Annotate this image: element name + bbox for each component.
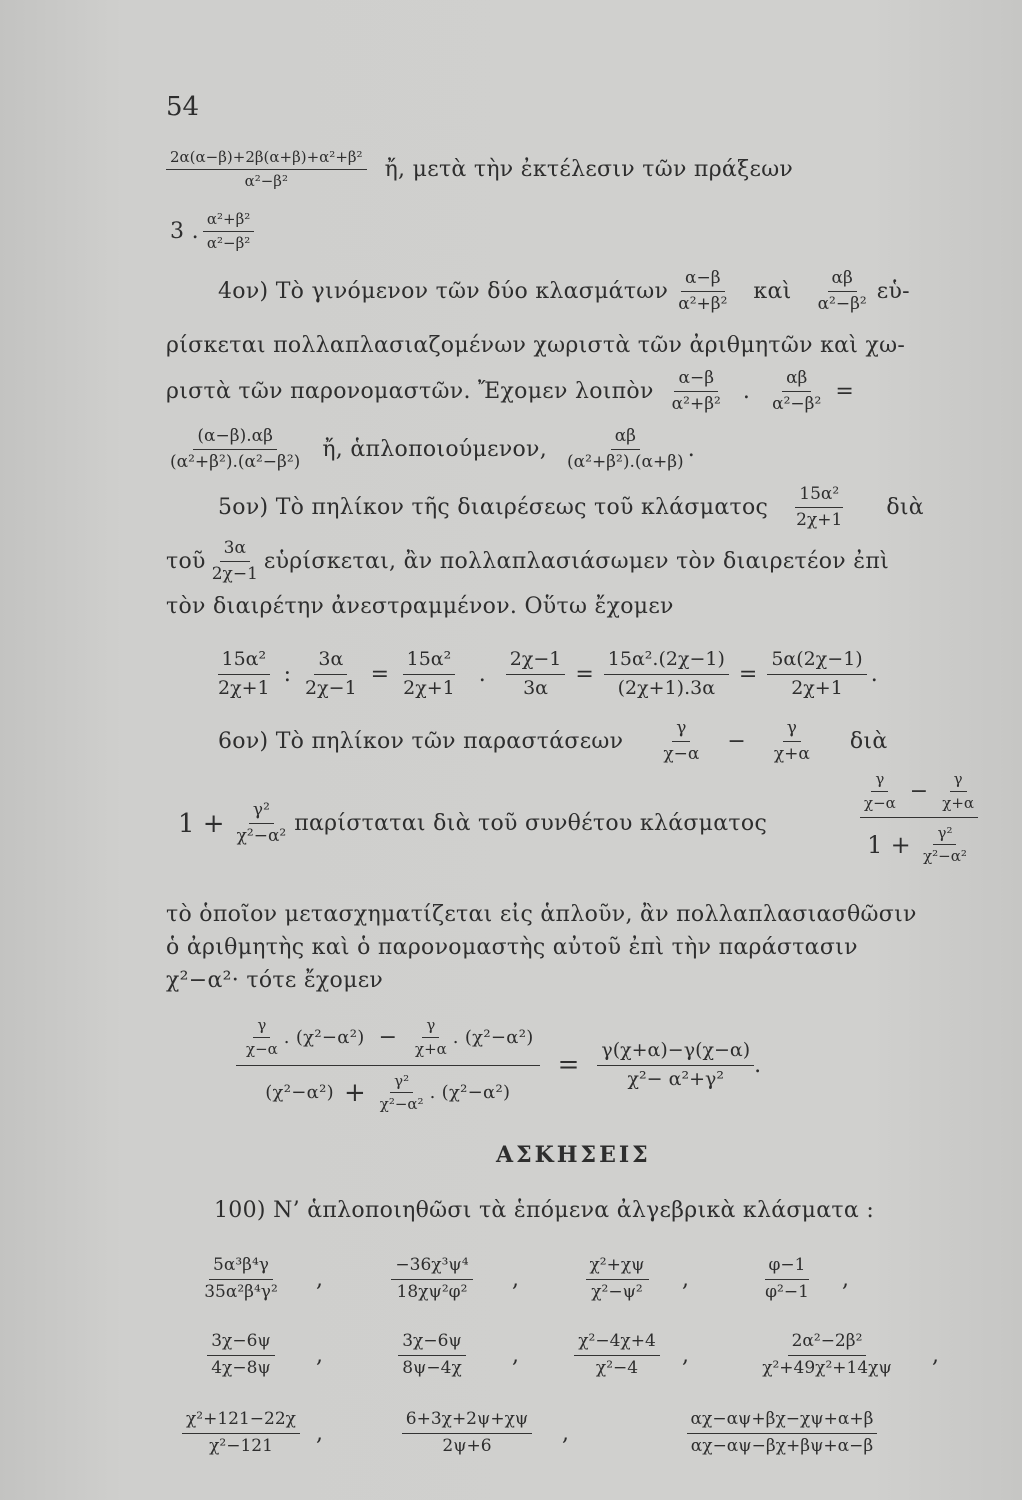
exercises-heading: ΑΣΚΗΣΕΙΣ: [496, 1142, 651, 1168]
big-numerator: $\frac{\gamma}{\chi-\alpha}$ . (χ²−α²) − $\frac{\gamma}{\chi+\alpha}$ . (χ²−α²): [236, 1016, 540, 1066]
exercise-fraction: $\frac{\alpha\chi-\alpha\psi+\beta\chi-\chi\psi+\alpha+\beta}{\alpha\chi-\alpha\psi-\beta\chi+\beta\psi+\alpha-\beta}$: [622, 1409, 942, 1457]
exercise-fraction: $\frac{\text{2α²−2β²}}{\text{χ²+49χ²+14χψ}}$: [762, 1331, 892, 1378]
exercise-fraction: $\frac{6+3\chi+2\psi+\chi\psi}{2\psi+6}$: [372, 1409, 562, 1457]
fraction: $\frac{\text{γ²}}{\text{χ²−α²}}$: [379, 1071, 424, 1114]
exercise-intro: 100) Ν’ ἁπλοποιηθῶσι τὰ ἑπόμενα ἀλγεβρικὰ κλάσματα :: [214, 1198, 875, 1223]
fraction: $\frac{\text{15α²}}{2\chi+1}$: [218, 648, 270, 699]
fraction: $\frac{3\alpha}{2\chi-1}$: [305, 648, 357, 699]
fraction: $\frac{\alpha\beta}{\text{α²−β²}}$: [772, 368, 822, 415]
p4-line1: 4ον) Τὸ γινόμενον τῶν δύο κλασμάτων $\frac{\alpha-\beta}{\text{α²+β²}}$ καὶ $\frac{\alpha\beta}{\text{α²−β²}}$ εὑ-: [218, 268, 910, 315]
fraction: $\frac{\gamma}{\chi-\alpha}$: [864, 770, 896, 812]
compound-fraction: [860, 770, 978, 866]
fraction: $\frac{(\alpha-\beta).\alpha\beta}{\text{(α²+β²).(α²−β²)}}$: [170, 426, 301, 473]
fraction: $\frac{\alpha-\beta}{\text{α²+β²}}$: [678, 268, 728, 315]
fraction: $\frac{\gamma}{\chi-\alpha}$: [246, 1016, 278, 1058]
fraction: $\frac{\text{15α².(2χ−1)}}{(2\chi+1).3\alpha}$: [604, 648, 729, 701]
fraction: $\frac{\alpha\beta}{\text{α²−β²}}$: [817, 268, 867, 315]
fraction-expanded: $\frac{\text{2α(α−β)+2β(α+β)+α²+β²}}{\text{α²−β²}}$: [166, 148, 367, 191]
fraction: $\frac{\text{15α²}}{2\chi+1}$: [796, 484, 843, 531]
p6-line3: τὸ ὁποῖον μετασχηματίζεται εἰς ἁπλοῦν, ἂν πολλαπλασιασθῶσιν: [166, 902, 917, 927]
p5-line3: τὸν διαιρέτην ἀνεστραμμένον. Οὕτω ἔχομεν: [166, 594, 674, 619]
exercise-fraction: $\frac{\text{−36χ³ψ⁴}}{\text{18χψ²φ²}}$: [352, 1255, 512, 1303]
fraction-result: $\frac{\text{α²+β²}}{\text{α²−β²}}$: [203, 210, 254, 253]
fraction: $\frac{\gamma}{\chi+\alpha}$: [942, 770, 975, 812]
text-line: ἤ, μετὰ τὴν ἐκτέλεσιν τῶν πράξεων: [384, 156, 794, 182]
exercise-fraction: $\frac{\varphi-1}{\text{φ²−1}}$: [765, 1255, 809, 1302]
compound-numerator: $\frac{\gamma}{\chi-\alpha}$ − $\frac{\gamma}{\chi+\alpha}$: [860, 770, 978, 818]
exercise-fraction: $\frac{3\chi-6\psi}{4\chi-8\psi}$: [166, 1331, 316, 1379]
p6-line1: 6ον) Τὸ πηλίκον τῶν παραστάσεων $\frac{\gamma}{\chi-\alpha}$ − $\frac{\gamma}{\chi+\alpha}$ διὰ: [218, 718, 888, 765]
big-fraction: [236, 1016, 540, 1114]
exercise-fraction: $\frac{\text{χ²+χψ}}{\text{χ²−ψ²}}$: [552, 1255, 682, 1303]
fraction: $\frac{2\chi-1}{3\alpha}$: [506, 648, 566, 701]
multiplier: 3 .: [170, 218, 199, 244]
p6-line2: 1 + $\frac{\text{γ²}}{\text{χ²−α²}}$ παρίσταται διὰ τοῦ συνθέτου κλάσματος: [178, 800, 768, 847]
fraction: $\frac{\gamma}{\chi+\alpha}$: [773, 718, 810, 765]
big-denominator: (χ²−α²) + $\frac{\text{γ²}}{\text{χ²−α²}}$ . (χ²−α²): [265, 1071, 511, 1114]
p6-line4: ὁ ἀριθμητὴς καὶ ὁ παρονομαστὴς αὐτοῦ ἐπὶ τὴν παράστασιν: [166, 935, 858, 960]
exercise-row: $\frac{\text{5α³β⁴γ}}{\text{35α²β⁴γ²}}$ , $\frac{\text{−36χ³ψ⁴}}{\text{18χψ²φ²}}$ , $\frac{\text{χ²+χψ}}{\text{χ²−ψ²}}$ , $\frac{\varphi-1}{\text{φ²−1}}$ ,: [166, 1244, 986, 1314]
p5-equation: $\frac{\text{15α²}}{2\chi+1}$ : $\frac{3\alpha}{2\chi-1}$ = $\frac{\text{15α²}}{2\chi+1}$ . $\frac{2\chi-1}{3\alpha}$ = $\frac{\text{15α².(2χ−1)}}{(2\chi+1).3\alpha}$ = $\frac{5\alpha(2\chi-1)}{2\chi+1}$ .: [214, 648, 878, 701]
fraction: $\frac{\gamma}{\chi-\alpha}$: [663, 718, 700, 765]
block-result-line: [170, 210, 254, 253]
fraction: $\frac{3\alpha}{2\chi-1}$: [211, 538, 258, 585]
exercise-fraction: $\frac{\text{χ²+121−22χ}}{\text{χ²−121}}$: [166, 1409, 316, 1457]
p4-line3: ριστὰ τῶν παρονομαστῶν. Ἔχομεν λοιπὸν $\frac{\alpha-\beta}{\text{α²+β²}}$ . $\frac{\alpha\beta}{\text{α²−β²}}$ =: [166, 368, 854, 415]
p5-line1: 5ον) Τὸ πηλίκον τῆς διαιρέσεως τοῦ κλάσματος $\frac{\text{15α²}}{2\chi+1}$ διὰ: [218, 484, 924, 531]
p5-line2: τοῦ $\frac{3\alpha}{2\chi-1}$ εὑρίσκεται, ἂν πολλαπλασιάσωμεν τὸν διαιρετέον ἐπὶ: [166, 538, 890, 585]
fraction: $\frac{\gamma}{\chi+\alpha}$: [415, 1016, 447, 1058]
fraction-result: $\frac{\gamma(\chi+\alpha)-\gamma(\chi-\alpha)}{\text{χ²− α²+γ²}}$: [597, 1039, 754, 1092]
fraction: $\frac{\alpha-\beta}{\text{α²+β²}}$: [671, 368, 721, 415]
big-equation: $\frac{\gamma}{\chi-\alpha}$ . (χ²−α²) − $\frac{\gamma}{\chi+\alpha}$ . (χ²−α²) (χ²−α²) + $\frac{\text{γ²}}{\text{χ²−α²}}$ . (χ²−α²) = $\frac{\gamma(\chi+\alpha)-\gamma(\chi-\alpha)}{\text{χ²− α²+γ²}}$ .: [236, 1016, 761, 1114]
block-intro-line: [166, 148, 793, 191]
compound-denominator: 1 + $\frac{\text{γ²}}{\text{χ²−α²}}$: [867, 818, 971, 867]
p4-line2: ρίσκεται πολλαπλασιαζομένων χωριστὰ τῶν ἀριθμητῶν καὶ χω-: [166, 333, 906, 358]
fraction: $\frac{\text{15α²}}{2\chi+1}$: [403, 648, 455, 699]
p4-line4: $\frac{(\alpha-\beta).\alpha\beta}{\text{(α²+β²).(α²−β²)}}$ ἤ, ἁπλοποιούμενον, $\frac{\alpha\beta}{\text{(α²+β²).(α+β)}}$ .: [166, 426, 695, 474]
p6-line5: χ²−α²· τότε ἔχομεν: [166, 968, 384, 993]
fraction: $\frac{\text{γ²}}{\text{χ²−α²}}$: [923, 823, 967, 866]
fraction: $\frac{\text{γ²}}{\text{χ²−α²}}$: [236, 800, 287, 847]
page-number: 54: [166, 92, 200, 122]
exercise-fraction: $\frac{3\chi-6\psi}{8\psi-4\chi}$: [352, 1331, 512, 1379]
exercise-row: $\frac{3\chi-6\psi}{4\chi-8\psi}$ , $\frac{3\chi-6\psi}{8\psi-4\chi}$ , $\frac{\text{χ²−4χ+4}}{\text{χ²−4}}$ , $\frac{\text{2α²−2β²}}{\text{χ²+49χ²+14χψ}}$ ,: [166, 1320, 986, 1390]
exercise-fraction: $\frac{\text{χ²−4χ+4}}{\text{χ²−4}}$: [552, 1331, 682, 1379]
fraction: $\frac{5\alpha(2\chi-1)}{2\chi+1}$: [767, 648, 866, 701]
fraction: $\frac{\alpha\beta}{\text{(α²+β²).(α+β)}}$: [567, 426, 684, 473]
exercise-fraction: $\frac{\text{5α³β⁴γ}}{\text{35α²β⁴γ²}}$: [204, 1255, 278, 1302]
exercise-grid: [166, 1244, 986, 1468]
exercise-row: $\frac{\text{χ²+121−22χ}}{\text{χ²−121}}$ , $\frac{6+3\chi+2\psi+\chi\psi}{2\psi+6}$ , $\frac{\alpha\chi-\alpha\psi+\beta\chi-\chi\psi+\alpha+\beta}{\alpha\chi-\alpha\psi-\beta\chi+\beta\psi+\alpha-\beta}$: [166, 1398, 986, 1468]
